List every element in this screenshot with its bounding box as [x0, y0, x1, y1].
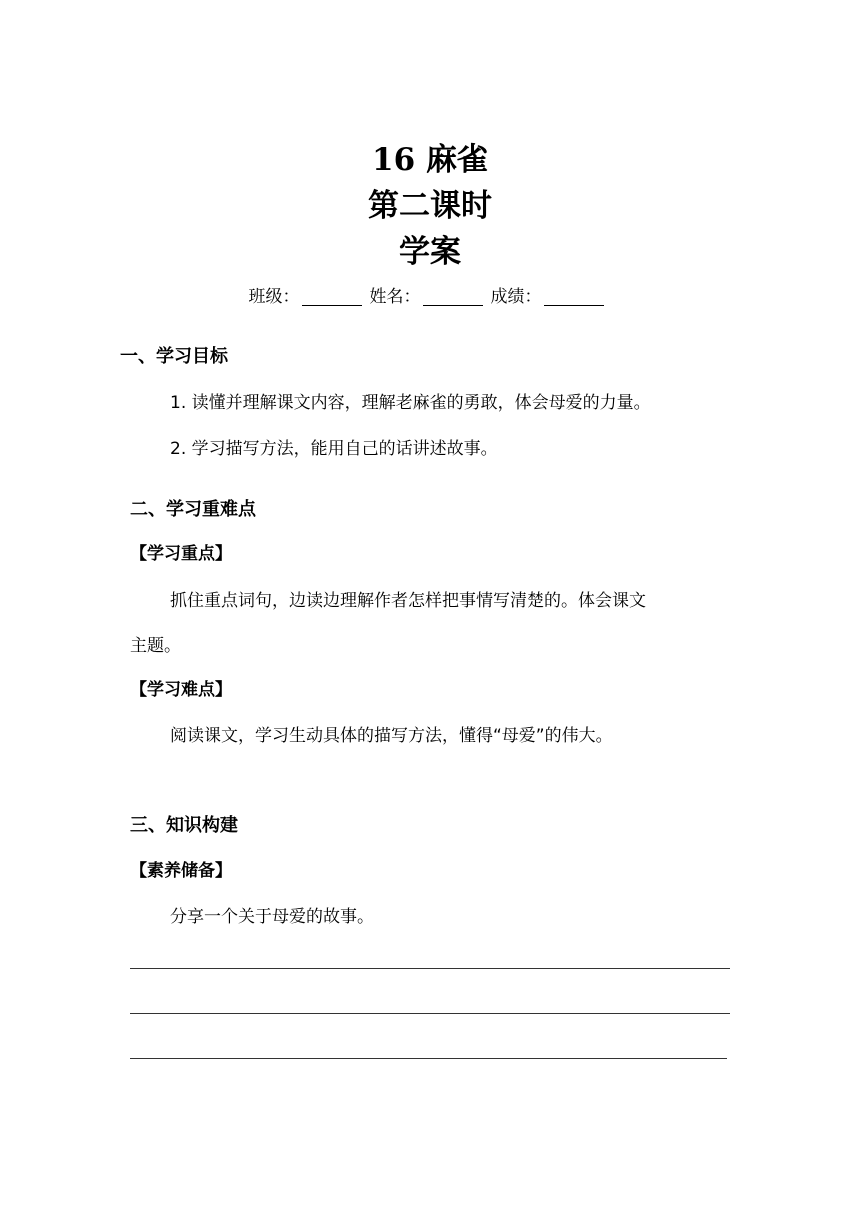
student-info-line	[0, 284, 860, 310]
section-heading-key-points: 二、学习重难点	[130, 499, 256, 520]
lesson-title	[0, 140, 860, 180]
key-point-label: 【学习重点】	[130, 544, 232, 564]
answer-line[interactable]	[130, 1058, 727, 1059]
lesson-number: 16	[372, 142, 416, 178]
name-blank[interactable]	[423, 287, 483, 306]
score-blank[interactable]	[544, 287, 604, 306]
class-blank[interactable]	[302, 287, 362, 306]
preparation-text: 分享一个关于母爱的故事。	[170, 907, 374, 927]
key-point-text-cont: 主题。	[130, 636, 181, 656]
name-label: 姓名：	[369, 287, 421, 307]
difficulty-text: 阅读课文，学习生动具体的描写方法，懂得“母爱”的伟大。	[170, 726, 613, 746]
lesson-name: 麻雀	[425, 142, 488, 178]
class-label: 班级：	[248, 287, 300, 307]
answer-line[interactable]	[130, 1013, 730, 1014]
goal-item-1: 1. 读懂并理解课文内容，理解老麻雀的勇敢，体会母爱的力量。	[170, 393, 651, 413]
goal-item-2: 2. 学习描写方法，能用自己的话讲述故事。	[170, 439, 498, 459]
key-point-text: 抓住重点词句，边读边理解作者怎样把事情写清楚的。体会课文	[170, 591, 646, 611]
doc-type: 学案	[399, 234, 461, 270]
answer-line[interactable]	[130, 968, 730, 969]
preparation-label: 【素养储备】	[130, 861, 232, 881]
difficulty-label: 【学习难点】	[130, 680, 232, 700]
section-heading-knowledge: 三、知识构建	[130, 815, 238, 836]
score-label: 成绩：	[490, 287, 542, 307]
lesson-period: 第二课时	[368, 188, 492, 224]
section-heading-goals: 一、学习目标	[120, 346, 228, 367]
